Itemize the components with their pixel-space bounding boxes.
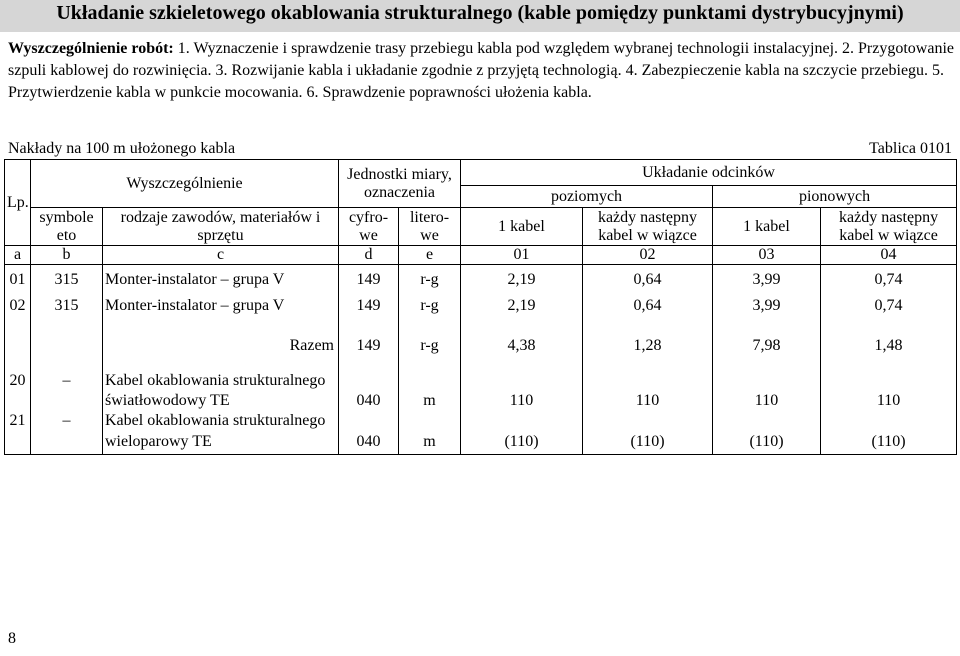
row-cyfrowe: 040 — [339, 391, 399, 411]
index-cell: a — [5, 246, 31, 265]
row-value: 0,74 — [821, 265, 957, 295]
table-row — [5, 265, 957, 295]
index-cell: e — [399, 246, 461, 265]
row-symbol: 315 — [31, 265, 103, 295]
row-symbol: 315 — [31, 295, 103, 317]
index-cell: d — [339, 246, 399, 265]
row-name: wieloparowy TE — [103, 431, 339, 455]
total-value: 7,98 — [713, 331, 821, 361]
row-value: 0,64 — [583, 265, 713, 295]
total-cyfrowe: 149 — [339, 331, 399, 361]
table-row — [5, 431, 957, 455]
norms-table — [4, 159, 957, 455]
row-literowe: r-g — [399, 265, 461, 295]
row-value: (110) — [461, 431, 583, 455]
row-value: (110) — [821, 431, 957, 455]
row-name: Monter-instalator – grupa V — [103, 295, 339, 317]
header-kabel1-pion: 1 kabel — [713, 208, 821, 246]
row-name: Monter-instalator – grupa V — [103, 265, 339, 295]
total-literowe: r-g — [399, 331, 461, 361]
header-wyszczegolnienie: Wyszczególnienie — [31, 160, 339, 208]
index-cell: 02 — [583, 246, 713, 265]
page-title: Układanie szkieletowego okablowania strukturalnego (kable pomiędzy punktami dystrybucyjnymi) — [0, 0, 960, 32]
row-lp: 20 — [5, 371, 31, 391]
row-name: światłowodowy TE — [103, 391, 339, 411]
total-value: 1,28 — [583, 331, 713, 361]
table-row — [5, 391, 957, 411]
total-value: 1,48 — [821, 331, 957, 361]
total-label: Razem — [103, 331, 339, 361]
row-cyfrowe: 149 — [339, 295, 399, 317]
row-value: 0,74 — [821, 295, 957, 317]
row-cyfrowe: 040 — [339, 431, 399, 455]
row-symbol: – — [31, 411, 103, 431]
table-row — [5, 371, 957, 391]
row-name: Kabel okablowania strukturalnego — [103, 411, 339, 431]
row-symbol: – — [31, 371, 103, 391]
header-kabel1-poz: 1 kabel — [461, 208, 583, 246]
row-value: 110 — [461, 391, 583, 411]
row-value: 2,19 — [461, 295, 583, 317]
row-value: 110 — [713, 391, 821, 411]
table-row — [5, 411, 957, 431]
row-lp: 01 — [5, 265, 31, 295]
header-cyfrowe: cyfro- we — [339, 208, 399, 246]
row-value: 110 — [821, 391, 957, 411]
index-cell: b — [31, 246, 103, 265]
total-value: 4,38 — [461, 331, 583, 361]
header-symbole: symbole eto — [31, 208, 103, 246]
row-literowe: r-g — [399, 295, 461, 317]
header-pionowych: pionowych — [713, 186, 957, 208]
header-literowe: litero- we — [399, 208, 461, 246]
row-value: 110 — [583, 391, 713, 411]
row-value: (110) — [583, 431, 713, 455]
row-value: 2,19 — [461, 265, 583, 295]
index-cell: c — [103, 246, 339, 265]
row-name: Kabel okablowania strukturalnego — [103, 371, 339, 391]
index-cell: 03 — [713, 246, 821, 265]
header-kazdy-pion: każdy następny kabel w wiązce — [821, 208, 957, 246]
row-value: 3,99 — [713, 295, 821, 317]
index-cell: 01 — [461, 246, 583, 265]
row-literowe: m — [399, 431, 461, 455]
table-row — [5, 295, 957, 317]
header-jednostki: Jednostki miary, oznaczenia — [339, 160, 461, 208]
header-poziomych: poziomych — [461, 186, 713, 208]
intro-label: Wyszczególnienie robót: — [8, 40, 174, 57]
page-number: 8 — [8, 630, 16, 647]
row-cyfrowe: 149 — [339, 265, 399, 295]
row-value: (110) — [713, 431, 821, 455]
row-lp: 02 — [5, 295, 31, 317]
row-lp: 21 — [5, 411, 31, 431]
table-number: Tablica 0101 — [869, 140, 952, 157]
table-caption: Nakłady na 100 m ułożonego kabla — [8, 140, 236, 157]
intro-text: 1. Wyznaczenie i sprawdzenie trasy przebiegu kabla pod względem wybranej technologii instalacyjnej. 2. Przygotowanie szpuli kablowej do rozwinięcia. 3. Rozwijanie kabla i układanie zgodnie z przyjętą technologią. 4. Zabezpieczenie kabla na szczycie przebiegu. 5. Przytwierdzenie kabla w punkcie mocowania. 6. Sprawdzenie poprawności ułożenia kabla. — [8, 40, 954, 101]
header-kazdy-poz: każdy następny kabel w wiązce — [583, 208, 713, 246]
header-ukladanie: Układanie odcinków — [461, 160, 957, 186]
intro-paragraph — [8, 38, 954, 104]
header-lp: Lp. — [5, 160, 31, 246]
row-value: 0,64 — [583, 295, 713, 317]
row-value: 3,99 — [713, 265, 821, 295]
total-row — [5, 331, 957, 361]
index-cell: 04 — [821, 246, 957, 265]
header-rodzaje: rodzaje zawodów, materiałów i sprzętu — [103, 208, 339, 246]
row-literowe: m — [399, 391, 461, 411]
